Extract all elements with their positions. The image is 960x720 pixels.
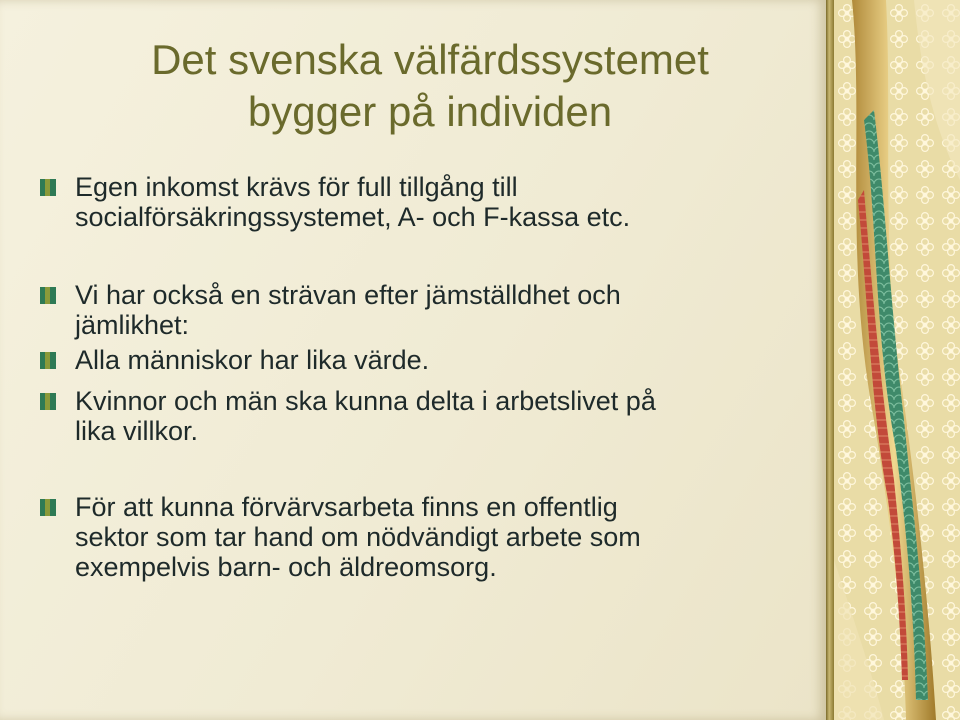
striped-square-bullet-icon [40,287,56,304]
bullet-line: Kvinnor och män ska kunna delta i arbetslivet på [75,386,656,416]
bullet-text [75,172,800,232]
slide-title [60,34,800,138]
floral-ribbon-decoration [834,0,960,720]
striped-square-bullet-icon [40,352,56,369]
bullet-line: Alla människor har lika värde. [75,345,430,375]
bullet-item [40,280,800,340]
striped-square-bullet-icon [40,179,56,196]
bullet-item [40,345,800,375]
striped-square-bullet-icon [40,393,56,410]
bullet-text [75,345,800,375]
bullet-line: jämlikhet: [75,310,190,340]
bullet-line: För att kunna förvärvsarbeta finns en offentlig [75,492,618,522]
bullet-line: sektor som tar hand om nödvändigt arbete som [75,522,641,552]
bullet-text [75,492,800,582]
bullet-item [40,172,800,232]
bullet-text [75,280,800,340]
bullet-line: Egen inkomst krävs för full tillgång till [75,172,518,202]
bullet-item [40,492,800,582]
bullet-line: exempelvis barn- och äldreomsorg. [75,552,497,582]
panel-divider [826,0,834,720]
bullet-item [40,386,800,446]
bullet-line: socialförsäkringssystemet, A- och F-kassa etc. [75,202,631,232]
bullet-text [75,386,800,446]
striped-square-bullet-icon [40,499,56,516]
bullet-line: Vi har också en strävan efter jämställdhet och [75,280,621,310]
title-line: bygger på individen [247,88,613,135]
title-line: Det svenska välfärdssystemet [151,36,709,83]
bullet-line: lika villkor. [75,416,199,446]
